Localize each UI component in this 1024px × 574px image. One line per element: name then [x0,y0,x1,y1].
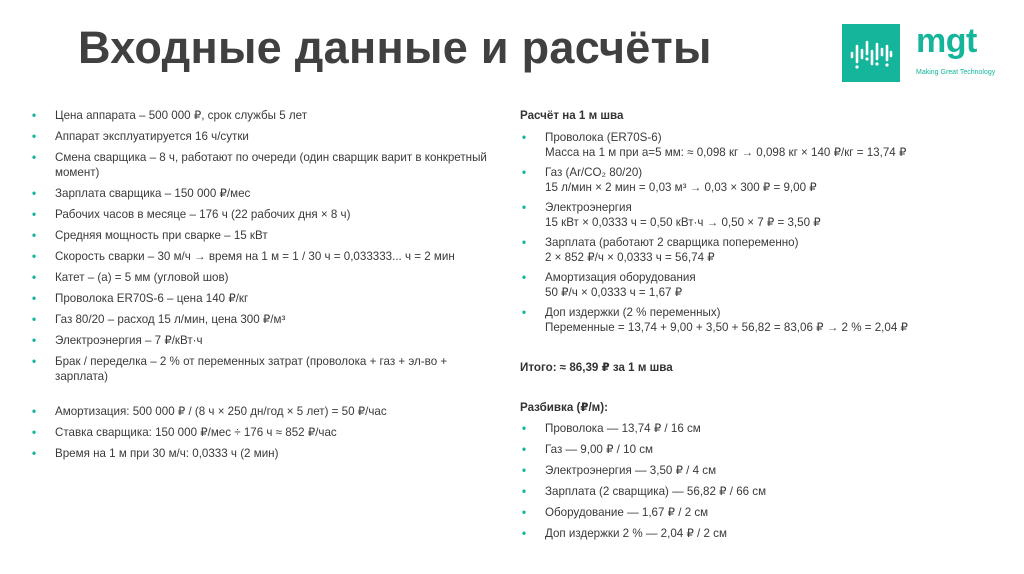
list-item: • Проволока — 13,74 ₽ / 16 см [522,422,701,435]
page-title: Входные данные и расчёты [78,22,712,73]
bullet-icon: • [32,151,37,164]
bullet-icon: • [32,271,37,284]
bullet-icon: • [522,166,527,179]
bullet-icon: • [32,292,37,305]
list-item: • Ставка сварщика: 150 000 ₽/мес ÷ 176 ч ≈ 852 ₽/час [32,426,337,439]
bullet-icon: • [32,447,37,460]
list-item: • Доп издержки (2 % переменных) Переменные = 13,74 + 9,00 + 3,50 + 56,82 = 83,06 ₽ → 2 % = 2,04 ₽ [522,306,908,334]
list-item: • Газ 80/20 – расход 15 л/мин, цена 300 ₽/м³ [32,313,286,326]
breakdown-list [520,421,990,541]
list-item: • Электроэнергия – 7 ₽/кВт·ч [32,334,203,347]
calculation-column [520,108,990,547]
bullet-icon: • [522,306,527,319]
bullet-icon: • [522,506,527,519]
bullet-icon: • [32,355,37,368]
total-line: Итого: ≈ 86,39 ₽ за 1 м шва [520,361,673,374]
calc-heading: Расчёт на 1 м шва [520,109,624,122]
list-item: • Брак / переделка – 2 % от переменных затрат (проволока + газ + эл-во + зарплата) [32,355,448,383]
list-item: • Оборудование — 1,67 ₽ / 2 см [522,506,709,519]
list-item: • Амортизация оборудования 50 ₽/ч × 0,0333 ч = 1,67 ₽ [522,271,696,299]
bullet-icon: • [522,527,527,540]
list-item: • Зарплата (работают 2 сварщика попеременно) 2 × 852 ₽/ч × 0,0333 ч = 56,74 ₽ [522,236,799,264]
list-item: • Средняя мощность при сварке – 15 кВт [32,229,268,242]
input-list-main [30,108,490,384]
input-list-derived [30,404,490,461]
logo-icon [842,24,900,82]
bullet-icon: • [32,187,37,200]
bullet-icon: • [522,236,527,249]
bullet-icon: • [32,229,37,242]
bullet-icon: • [522,422,527,435]
bullet-icon: • [522,271,527,284]
bullet-icon: • [522,201,527,214]
input-data-column [30,108,490,467]
bullet-icon: • [32,250,37,263]
list-item: • Газ (Ar/CO₂ 80/20) 15 л/мин × 2 мин = 0,03 м³ → 0,03 × 300 ₽ = 9,00 ₽ [522,166,817,194]
bullet-icon: • [32,109,37,122]
list-item: • Электроэнергия 15 кВт × 0,0333 ч = 0,50 кВт·ч → 0,50 × 7 ₽ = 3,50 ₽ [522,201,821,229]
bullet-icon: • [32,405,37,418]
list-item: • Газ — 9,00 ₽ / 10 см [522,443,654,456]
list-item: • Амортизация: 500 000 ₽ / (8 ч × 250 дн/год × 5 лет) = 50 ₽/час [32,405,387,418]
logo-wordmark: mgt [916,22,977,60]
calc-list [520,130,990,335]
list-item: • Катет – (a) = 5 мм (угловой шов) [32,271,229,284]
company-logo [842,24,1012,82]
bullet-icon: • [522,485,527,498]
bullet-icon: • [32,334,37,347]
bullet-icon: • [32,426,37,439]
list-item: • Проволока ER70S-6 – цена 140 ₽/кг [32,292,249,305]
bullet-icon: • [522,131,527,144]
list-item: • Зарплата сварщика – 150 000 ₽/мес [32,187,251,200]
logo-tagline: Making Great Technology [916,69,996,76]
list-item: • Смена сварщика – 8 ч, работают по очереди (один сварщик варит в конкретный момент) [32,151,487,179]
list-item: • Проволока (ER70S-6) Масса на 1 м при a=5 мм: ≈ 0,098 кг → 0,098 кг × 140 ₽/кг = 13,74 ₽ [522,131,907,159]
bullet-icon: • [32,313,37,326]
bullet-icon: • [522,443,527,456]
list-item: • Цена аппарата – 500 000 ₽, срок службы 5 лет [32,109,308,122]
list-item: • Время на 1 м при 30 м/ч: 0,0333 ч (2 мин) [32,447,279,460]
list-item: • Аппарат эксплуатируется 16 ч/сутки [32,130,249,143]
list-item: • Электроэнергия — 3,50 ₽ / 4 см [522,464,717,477]
list-item: • Доп издержки 2 % — 2,04 ₽ / 2 см [522,527,727,540]
bullet-icon: • [522,464,527,477]
breakdown-heading: Разбивка (₽/м): [520,401,608,414]
list-item: • Зарплата (2 сварщика) — 56,82 ₽ / 66 см [522,485,767,498]
list-item: • Скорость сварки – 30 м/ч → время на 1 м = 1 / 30 ч = 0,033333... ч = 2 мин [32,250,455,263]
list-item: • Рабочих часов в месяце – 176 ч (22 рабочих дня × 8 ч) [32,208,351,221]
bullet-icon: • [32,130,37,143]
bullet-icon: • [32,208,37,221]
